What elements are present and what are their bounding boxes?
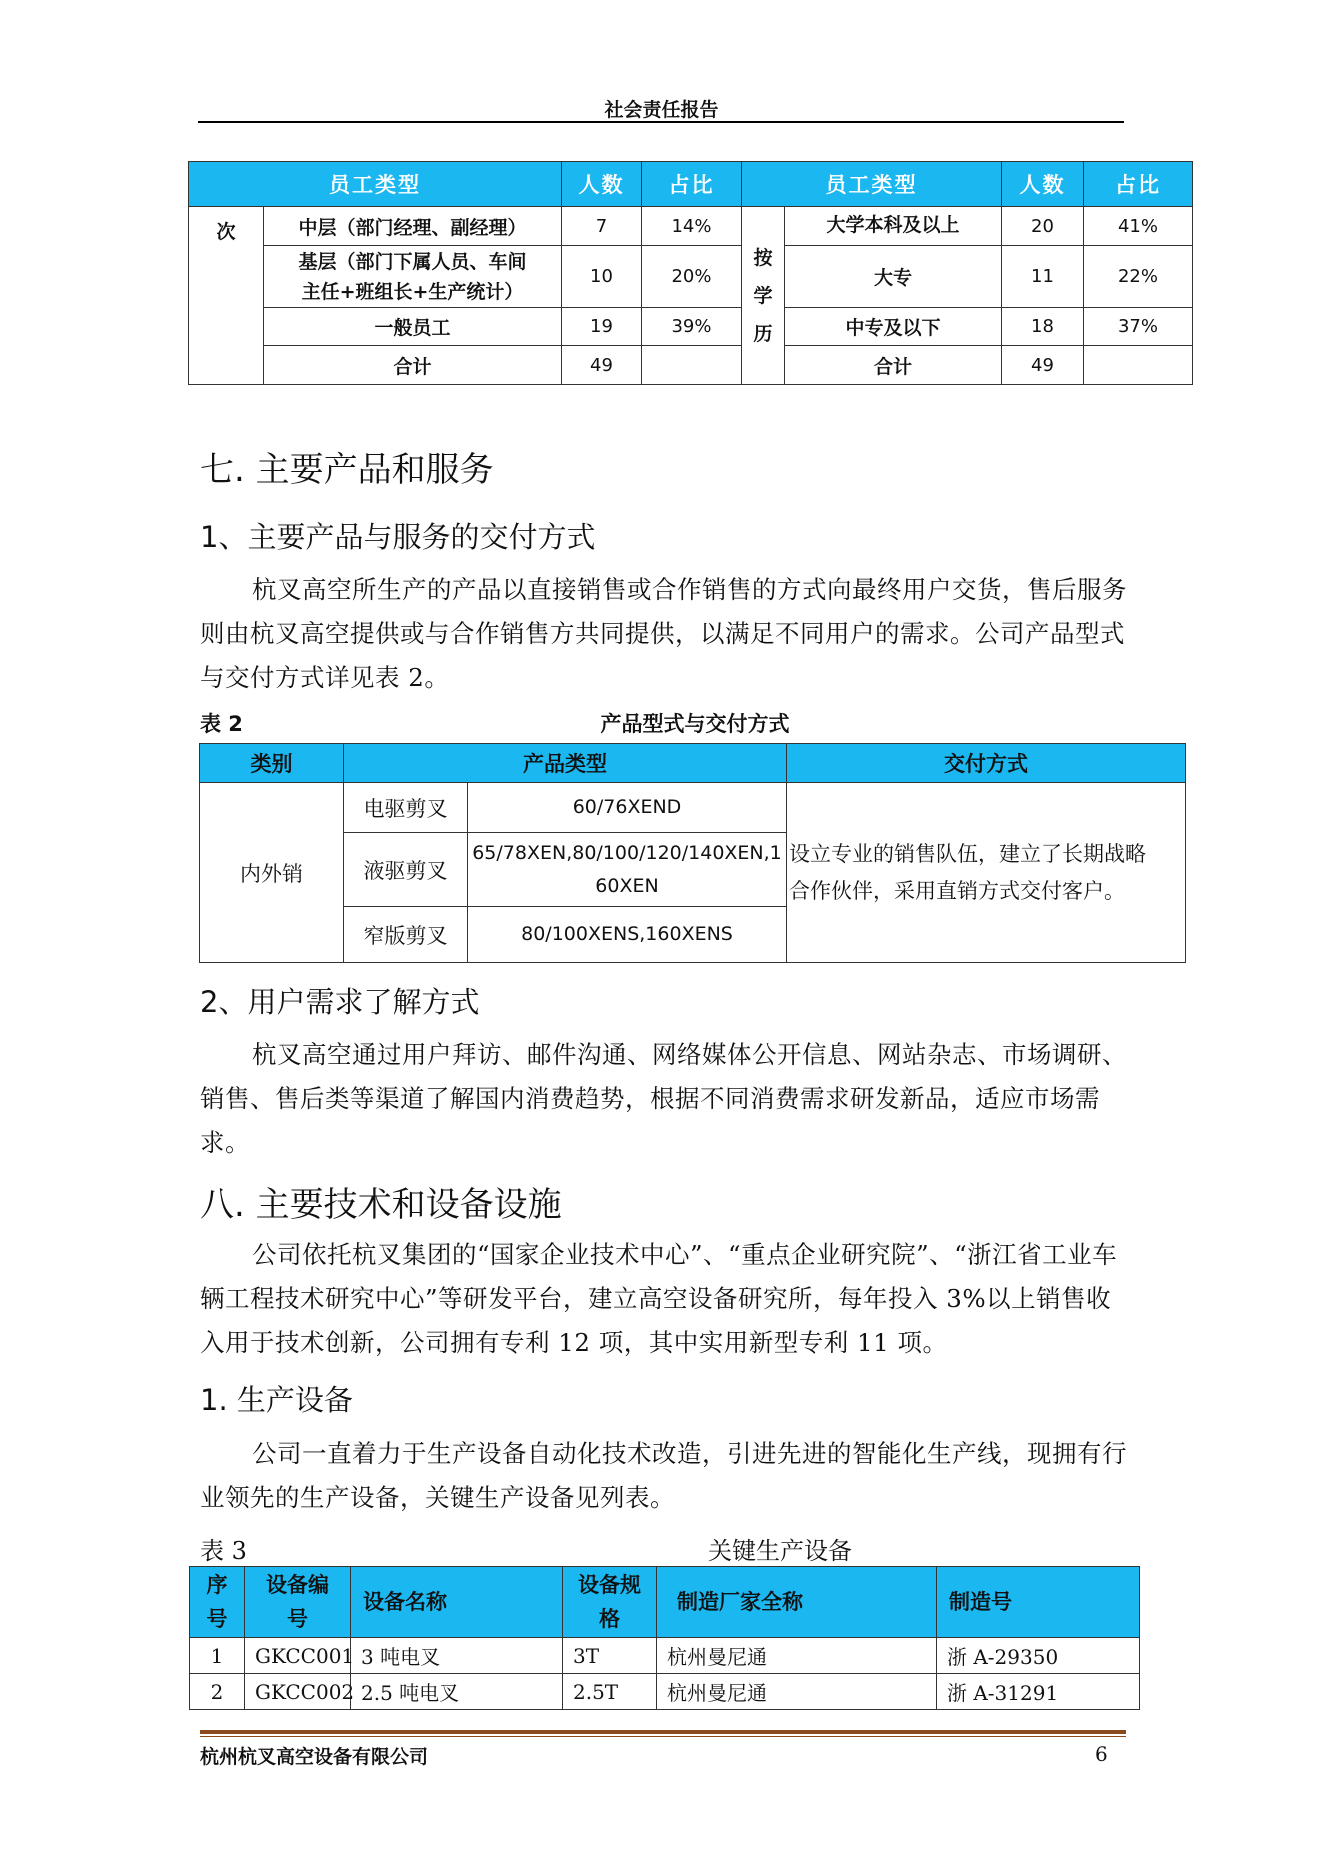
product-name: 电驱剪叉 xyxy=(344,783,468,833)
table-row xyxy=(189,207,1193,246)
cell-manufacturer: 杭州曼尼通 xyxy=(657,1638,937,1674)
col-header-type-left: 员工类型 xyxy=(189,162,562,207)
table-row xyxy=(189,346,1193,385)
cell-equipment-no: GKCC001 xyxy=(245,1638,351,1674)
product-model-line: 65/78XEN,80/100/120/140XEN,1 xyxy=(472,841,782,864)
row-count: 11 xyxy=(1002,246,1084,308)
row-total-ratio xyxy=(642,346,742,385)
table3-caption-title: 关键生产设备 xyxy=(708,1537,852,1565)
table2-caption-label: 表 2 xyxy=(200,712,243,736)
header-line: 号 xyxy=(206,1607,228,1631)
row-type: 一般员工 xyxy=(264,308,562,346)
group-label-char: 按 xyxy=(753,246,773,269)
header-title: 社会责任报告 xyxy=(604,99,719,121)
table-header-row xyxy=(200,744,1186,783)
table-row xyxy=(190,1638,1140,1674)
section-7-sub2-title: 2、用户需求了解方式 xyxy=(200,985,480,1019)
row-total-ratio xyxy=(1084,346,1193,385)
cell-index: 2 xyxy=(190,1674,245,1710)
header-line: 序 xyxy=(206,1573,228,1597)
row-type-line: 主任+班组长+生产统计） xyxy=(301,280,524,303)
col-header-index xyxy=(190,1567,245,1638)
cell-equipment-name: 3 吨电叉 xyxy=(351,1638,563,1674)
table-header-row xyxy=(190,1567,1140,1638)
product-name: 液驱剪叉 xyxy=(344,833,468,907)
row-type: 大专 xyxy=(785,246,1002,308)
row-ratio: 14% xyxy=(642,207,742,246)
section-8-sub1-paragraph: 公司一直着力于生产设备自动化技术改造，引进先进的智能化生产线，现拥有行业领先的生产设备，关键生产设备见列表。 xyxy=(200,1439,1127,1512)
col-header-ratio-right: 占比 xyxy=(1084,162,1193,207)
group-label-left: 次 xyxy=(189,207,264,385)
group-label-char: 历 xyxy=(753,322,773,345)
table-row xyxy=(189,308,1193,346)
delivery-line: 设立专业的销售队伍，建立了长期战略 xyxy=(789,841,1146,866)
section-8-paragraph: 公司依托杭叉集团的“国家企业技术中心”、“重点企业研究院”、“浙江省工业车辆工程技术研究中心”等研发平台，建立高空设备研究所，每年投入 3%以上销售收入用于技术创新，公司拥有专利 12 项，其中实用新型专利 11 项。 xyxy=(200,1240,1118,1357)
footer-rule xyxy=(200,1730,1126,1734)
col-header-serial: 制造号 xyxy=(937,1567,1140,1638)
footer-rule-thin xyxy=(200,1736,1126,1737)
cell-manufacturer: 杭州曼尼通 xyxy=(657,1674,937,1710)
row-ratio: 39% xyxy=(642,308,742,346)
cell-spec: 3T xyxy=(563,1638,657,1674)
col-header-equipment-name: 设备名称 xyxy=(351,1567,563,1638)
footer-company: 杭州杭叉高空设备有限公司 xyxy=(200,1746,429,1768)
table-row xyxy=(189,246,1193,308)
col-header-count-right: 人数 xyxy=(1002,162,1084,207)
table3-caption-label: 表 3 xyxy=(200,1537,247,1565)
row-total-count: 49 xyxy=(562,346,642,385)
row-total-label: 合计 xyxy=(264,346,562,385)
row-type: 大学本科及以上 xyxy=(785,207,1002,246)
row-type-line: 基层（部门下属人员、车间 xyxy=(298,250,527,273)
group-label-right xyxy=(742,207,785,385)
product-model-line: 60XEN xyxy=(595,874,659,897)
header-rule xyxy=(198,121,1124,123)
row-ratio: 20% xyxy=(642,246,742,308)
cell-equipment-no: GKCC002 xyxy=(245,1674,351,1710)
section-7-sub1-paragraph: 杭叉高空所生产的产品以直接销售或合作销售的方式向最终用户交货，售后服务则由杭叉高空提供或与合作销售方共同提供，以满足不同用户的需求。公司产品型式与交付方式详见表 2。 xyxy=(200,575,1127,692)
table2-caption-title: 产品型式与交付方式 xyxy=(600,712,790,736)
header-line: 设备规 xyxy=(578,1573,641,1597)
col-header-ratio-left: 占比 xyxy=(642,162,742,207)
cell-serial: 浙 A-29350 xyxy=(937,1638,1140,1674)
table-row xyxy=(190,1674,1140,1710)
row-count: 18 xyxy=(1002,308,1084,346)
col-header-count-left: 人数 xyxy=(562,162,642,207)
product-model: 80/100XENS,160XENS xyxy=(468,907,787,963)
header-line: 格 xyxy=(599,1607,620,1631)
row-count: 7 xyxy=(562,207,642,246)
page-number: 6 xyxy=(1095,1742,1108,1766)
row-ratio: 41% xyxy=(1084,207,1193,246)
col-header-spec xyxy=(563,1567,657,1638)
col-header-category: 类别 xyxy=(200,744,344,783)
row-ratio: 37% xyxy=(1084,308,1193,346)
col-header-manufacturer: 制造厂家全称 xyxy=(657,1567,937,1638)
col-header-type-right: 员工类型 xyxy=(742,162,1002,207)
cell-serial: 浙 A-31291 xyxy=(937,1674,1140,1710)
category-cell: 内外销 xyxy=(200,783,344,963)
table-row xyxy=(200,783,1186,833)
group-label-char: 学 xyxy=(753,284,773,307)
employee-table xyxy=(188,161,1193,385)
row-count: 20 xyxy=(1002,207,1084,246)
row-total-label: 合计 xyxy=(785,346,1002,385)
col-header-delivery: 交付方式 xyxy=(787,744,1186,783)
product-name: 窄版剪叉 xyxy=(344,907,468,963)
section-7-title: 七. 主要产品和服务 xyxy=(200,450,494,490)
row-type xyxy=(264,246,562,308)
cell-equipment-name: 2.5 吨电叉 xyxy=(351,1674,563,1710)
row-count: 10 xyxy=(562,246,642,308)
row-count: 19 xyxy=(562,308,642,346)
row-ratio: 22% xyxy=(1084,246,1193,308)
section-7-sub2-paragraph: 杭叉高空通过用户拜访、邮件沟通、网络媒体公开信息、网站杂志、市场调研、销售、售后类等渠道了解国内消费趋势，根据不同消费需求研发新品，适应市场需求。 xyxy=(200,1040,1127,1157)
header-line: 号 xyxy=(287,1607,308,1631)
product-model xyxy=(468,833,787,907)
equipment-table xyxy=(189,1566,1140,1710)
cell-index: 1 xyxy=(190,1638,245,1674)
section-8-title: 八. 主要技术和设备设施 xyxy=(200,1185,562,1225)
col-header-product-type: 产品类型 xyxy=(344,744,787,783)
row-total-count: 49 xyxy=(1002,346,1084,385)
delivery-line: 合作伙伴，采用直销方式交付客户。 xyxy=(789,878,1125,903)
product-model: 60/76XEND xyxy=(468,783,787,833)
col-header-equipment-no xyxy=(245,1567,351,1638)
row-type: 中专及以下 xyxy=(785,308,1002,346)
section-8-sub1-title: 1. 生产设备 xyxy=(200,1383,353,1417)
cell-spec: 2.5T xyxy=(563,1674,657,1710)
product-table xyxy=(199,743,1186,963)
header-line: 设备编 xyxy=(266,1573,329,1597)
table-header-row xyxy=(189,162,1193,207)
row-type: 中层（部门经理、副经理） xyxy=(264,207,562,246)
section-7-sub1-title: 1、主要产品与服务的交付方式 xyxy=(200,520,596,554)
delivery-cell xyxy=(787,783,1186,963)
